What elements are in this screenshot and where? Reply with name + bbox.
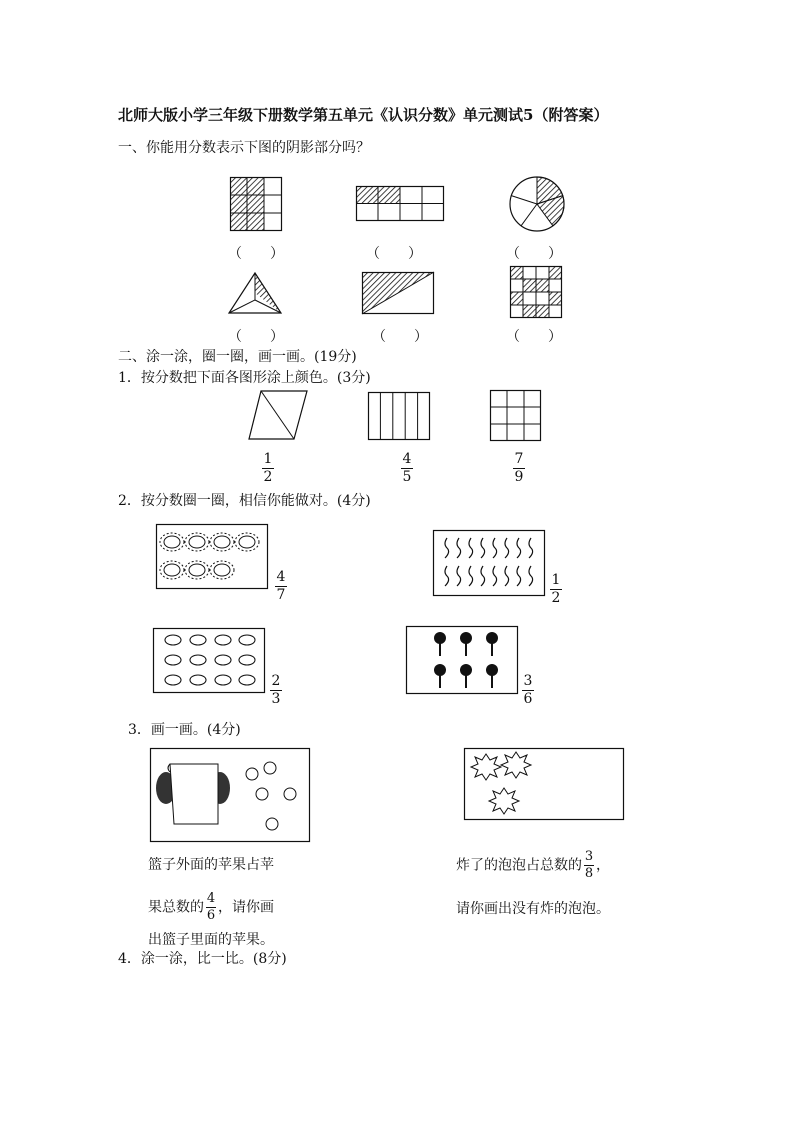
figure-triangle bbox=[228, 272, 282, 314]
q1-fraction-2: 4 5 bbox=[402, 451, 412, 485]
section2-heading: 二、涂一涂，圈一圈，画一画。(19分) bbox=[118, 349, 357, 365]
q3-right-fraction: $\frac{3}{8}$ bbox=[584, 849, 594, 881]
q1-label: 1．按分数把下面各图形涂上颜色。(3分) bbox=[118, 370, 371, 386]
figure-checkerboard bbox=[510, 266, 562, 318]
answer-blank-1[interactable]: （ ） bbox=[228, 246, 284, 262]
q3-left-line3: 出篮子里面的苹果。 bbox=[148, 932, 274, 948]
q3-left-line1: 篮子外面的苹果占苹 bbox=[148, 857, 274, 873]
q4-label: 4．涂一涂，比一比。(8分) bbox=[118, 951, 287, 967]
q3-left-fraction: $\frac{4}{6}$ bbox=[206, 891, 216, 923]
q2-fraction-4: 3 6 bbox=[523, 673, 533, 707]
flowers-box[interactable] bbox=[406, 626, 518, 694]
answer-blank-2[interactable]: （ ） bbox=[366, 246, 422, 262]
figure-circle bbox=[509, 176, 565, 232]
bowls-box[interactable] bbox=[156, 524, 268, 589]
parallelogram-shape[interactable] bbox=[248, 390, 308, 440]
q3-label: 3．画一画。(4分) bbox=[128, 722, 241, 738]
figure-grid-4x2 bbox=[356, 186, 444, 221]
grid-3x3-shape[interactable] bbox=[490, 390, 541, 441]
q3-right-line1: 炸了的泡泡占总数的 $\frac{3}{8}$ ， bbox=[456, 849, 610, 881]
answer-blank-4[interactable]: （ ） bbox=[228, 329, 284, 345]
page-title: 北师大版小学三年级下册数学第五单元《认识分数》单元测试5（附答案） bbox=[118, 106, 609, 124]
fish-box[interactable] bbox=[153, 628, 265, 693]
section1-heading: 一、你能用分数表示下图的阴影部分吗？ bbox=[118, 140, 370, 156]
answer-blank-6[interactable]: （ ） bbox=[506, 329, 562, 345]
figure-rectangle-diagonal bbox=[362, 272, 434, 314]
q2-label: 2．按分数圈一圈，相信你能做对。(4分) bbox=[118, 493, 371, 509]
q1-fraction-1: 1 2 bbox=[263, 451, 273, 485]
answer-blank-3[interactable]: （ ） bbox=[506, 246, 562, 262]
rectangle-5-parts[interactable] bbox=[368, 392, 430, 440]
sprouts-box[interactable] bbox=[433, 530, 545, 596]
basket-apples-box[interactable] bbox=[150, 748, 310, 842]
q2-fraction-2: 1 2 bbox=[551, 572, 561, 606]
bubbles-box[interactable] bbox=[464, 748, 624, 820]
q2-fraction-3: 2 3 bbox=[271, 673, 281, 707]
answer-blank-5[interactable]: （ ） bbox=[372, 329, 428, 345]
q3-left-line2: 果总数的 $\frac{4}{6}$ ，请你画 bbox=[148, 891, 274, 923]
figure-grid-2x3 bbox=[230, 177, 282, 231]
q3-right-line2: 请你画出没有炸的泡泡。 bbox=[456, 901, 610, 917]
q1-fraction-3: 7 9 bbox=[514, 451, 524, 485]
q2-fraction-1: 4 7 bbox=[276, 569, 286, 603]
